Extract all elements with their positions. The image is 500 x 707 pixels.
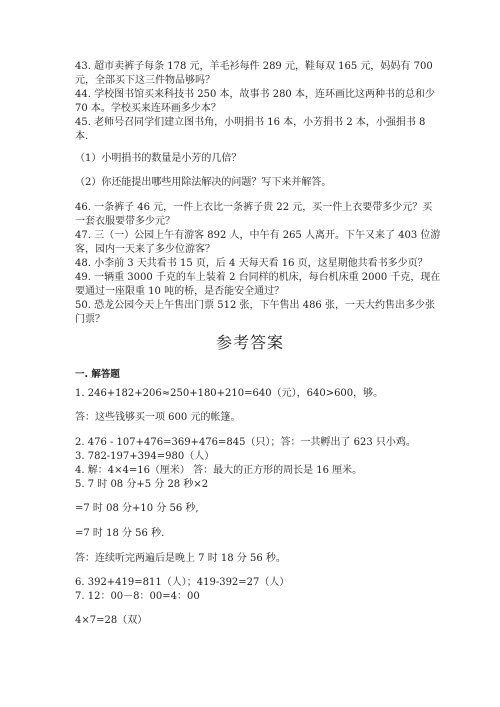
answer-line-10: 6. 392+419=811（人）；419-392=27（人）: [75, 577, 290, 588]
question-line-12: 客，园内一天来了多少位游客？: [75, 244, 215, 255]
question-line-13: 48. 小李前 3 天共看书 15 页，后 4 天每天看 16 页，这星期他共看书多少页？: [75, 258, 428, 269]
question-line-1: 43. 超市卖裤子每条 178 元，羊毛衫每件 289 元，鞋每双 165 元，妈妈有 700: [75, 61, 433, 72]
question-line-3: 44. 学校图书馆买来科技书 250 本，故事书 280 本，连环画比这两种书的总和少: [75, 89, 435, 100]
question-line-11: 47. 三（一）公园上午有游客 892 人，中午有 265 人离开。下午又来了 403 位游: [75, 230, 441, 241]
question-line-9: 46. 一条裤子 46 元，一件上衣比一条裤子贵 22 元，买一件上衣要带多少元？买: [75, 202, 433, 213]
answer-line-3: 2. 476 - 107+476=369+476=845（只）；答：一共孵出了 623 只小鸡。: [75, 437, 416, 448]
answer-line-12: 4×7=28（双）: [75, 615, 148, 626]
answer-line-6: 5. 7 时 08 分+5 分 28 秒×2: [75, 479, 209, 490]
answer-line-8: =7 时 18 分 56 秒.: [75, 528, 165, 539]
question-line-8: （2）你还能提出哪些用除法解决的问题？写下来并解答。: [75, 177, 332, 188]
question-line-14: 49. 一辆重 3000 千克的车上装着 2 台同样的机床，每台机床重 2000 千克，现在: [75, 272, 441, 283]
answer-line-1: 1. 246+182+206≈250+180+210=640（元），640>600，够。: [75, 388, 384, 399]
question-line-7: （1）小明捐书的数量是小芳的几倍？: [75, 153, 242, 164]
answer-line-11: 7. 12：00－8：00=4：00: [75, 591, 200, 602]
section-heading: 一. 解答题: [75, 369, 120, 380]
question-line-15: 要通过一座限重 10 吨的桥，是否能安全通过？: [75, 286, 285, 297]
answer-line-2: 答：这些钱够买一项 600 元的帐篷。: [75, 412, 241, 423]
answer-line-7: =7 时 08 分+10 分 56 秒,: [75, 503, 199, 514]
answer-line-4: 3. 782-197+394=980（人）: [75, 451, 215, 462]
answer-title: 参考答案: [215, 333, 284, 352]
question-line-17: 门票？: [75, 314, 105, 325]
question-line-16: 50. 恐龙公园今天上午售出门票 512 张，下午售出 486 张，一天大约售出多少张: [75, 300, 435, 311]
question-line-5: 45. 老师号召同学们建立图书角，小明捐书 16 本，小芳捐书 2 本，小强捐书 8: [75, 117, 426, 128]
question-line-6: 本.: [75, 131, 89, 142]
answer-line-9: 答：连续听完两遍后是晚上 7 时 18 分 56 秒。: [75, 553, 286, 564]
answer-line-5: 4. 解：4×4=16（厘米） 答：最大的正方形的周长是 16 厘米。: [75, 465, 363, 476]
question-line-2: 元，全部买下这三件物品够吗？: [75, 75, 215, 86]
question-line-4: 70 本。学校买来连环画多少本？: [75, 103, 221, 114]
question-line-10: 一套衣服要带多少元？: [75, 216, 175, 227]
